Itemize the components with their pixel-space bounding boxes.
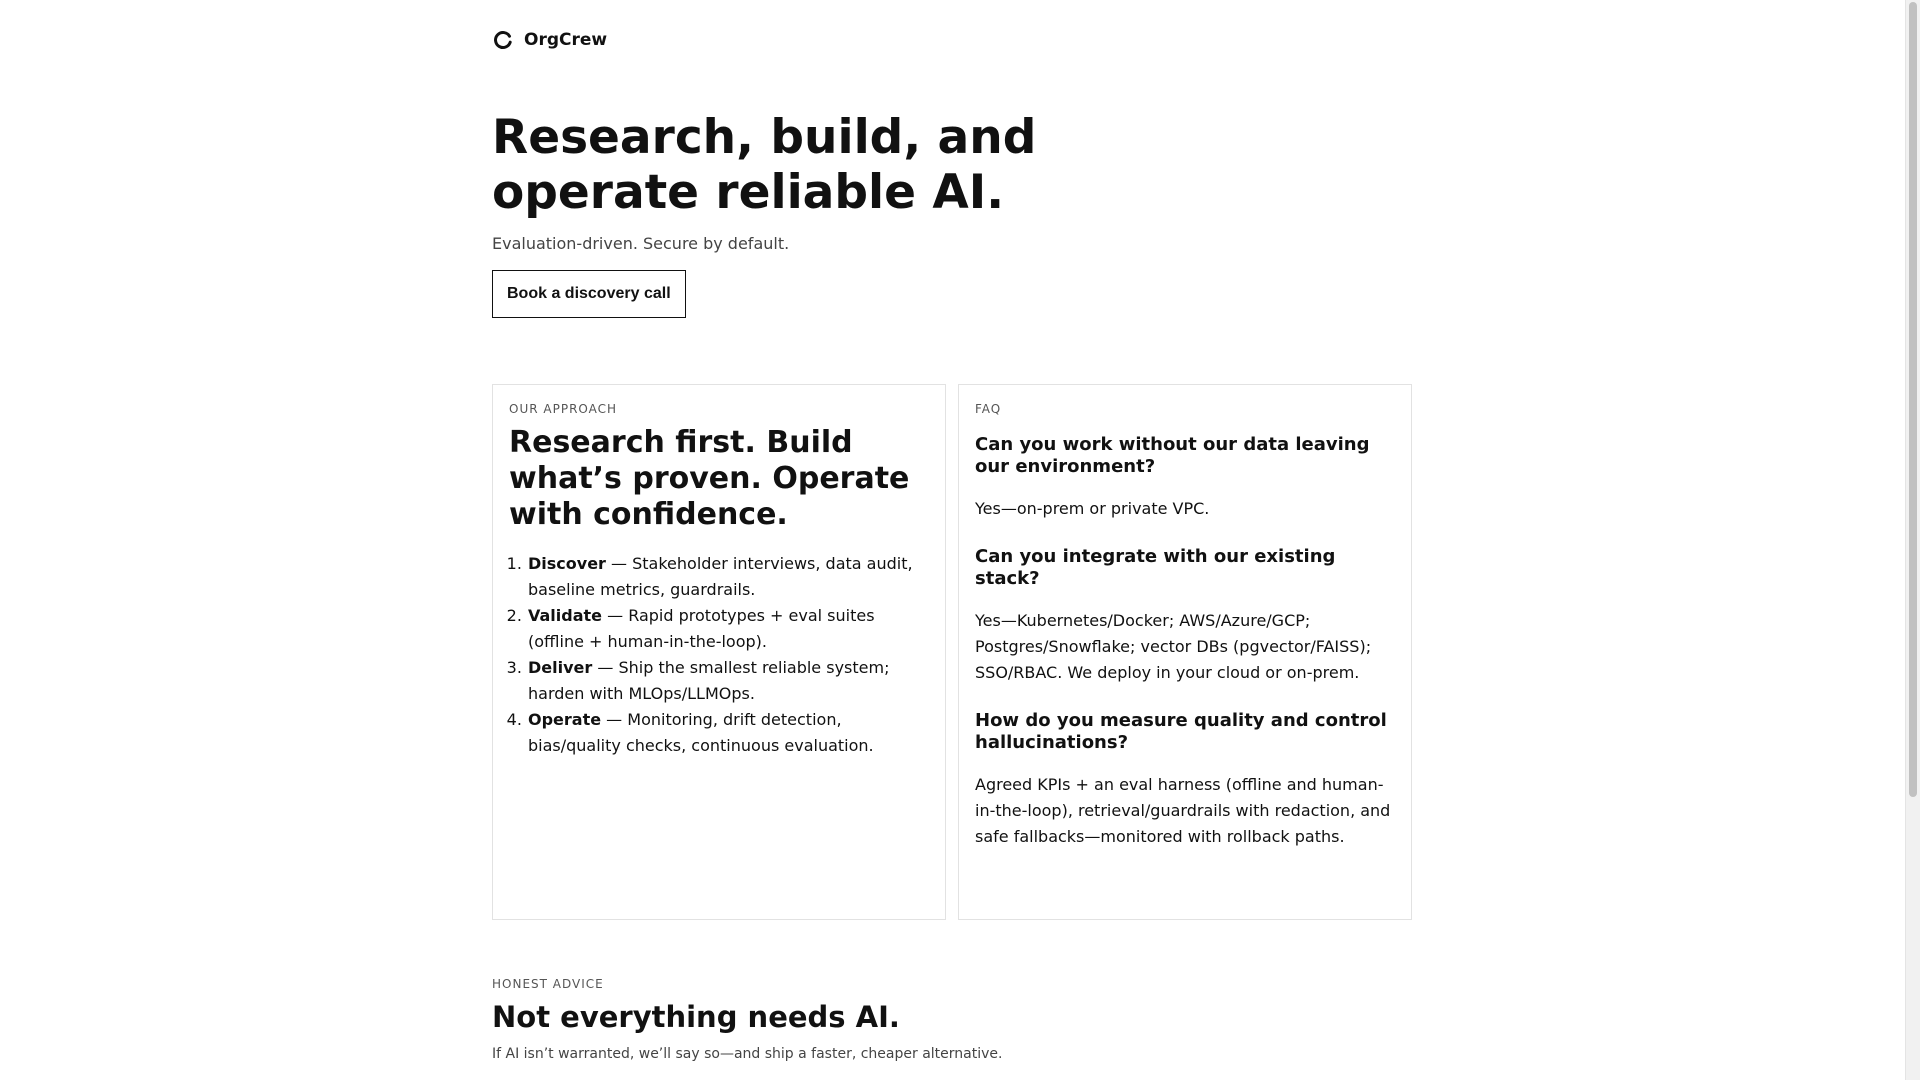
honest-advice-section [492,977,1413,1062]
step-text: — Monitoring, drift detection, bias/quality checks, continuous evaluation. [528,710,874,755]
faq-item [975,434,1395,522]
faq-question: Can you integrate with our existing stack? [975,546,1336,589]
approach-steps-list [509,551,929,759]
site-header [492,0,1413,80]
step-text: — Rapid prototypes + eval suites (offline + human-in-the-loop). [528,606,875,651]
faq-item [975,710,1395,850]
faq-question: How do you measure quality and control hallucinations? [975,710,1387,753]
hero-title: Research, build, and operate reliable AI. [492,110,1037,220]
cards-row [492,384,1413,920]
step-name: Deliver [528,658,593,677]
scrollbar-thumb[interactable] [1909,2,1917,797]
advice-subtitle: If AI isn’t warranted, we’ll say so—and ship a faster, cheaper alternative. [492,1046,1003,1062]
step-name: Discover [528,554,606,573]
step-name: Operate [528,710,602,729]
approach-title: Research first. Build what’s proven. Operate with confidence. [509,425,910,532]
advice-eyebrow: HONEST ADVICE [492,977,604,991]
faq-card [958,384,1412,920]
advice-title: Not everything needs AI. [492,1000,900,1034]
vertical-scrollbar[interactable] [1905,0,1920,1080]
faq-eyebrow: FAQ [975,402,1002,416]
step-item [527,707,929,759]
spinner-logo-icon[interactable] [492,29,514,51]
page-container [492,0,1413,1062]
step-name: Validate [528,606,603,625]
faq-answer: Agreed KPIs + an eval harness (offline and human-in-the-loop), retrieval/guardrails with redaction, and safe fallbacks—monitored with rollback paths. [975,775,1391,846]
faq-answer: Yes—on-prem or private VPC. [975,499,1210,518]
approach-card [492,384,946,920]
step-text: — Ship the smallest reliable system; harden with MLOps/LLMOps. [528,658,890,703]
step-item [527,655,929,707]
book-discovery-call-button[interactable]: Book a discovery call [492,270,686,318]
hero-subtitle: Evaluation-driven. Secure by default. [492,234,790,253]
faq-item [975,546,1395,686]
hero-section [492,110,1413,318]
step-item [527,603,929,655]
brand-name[interactable]: OrgCrew [524,30,608,50]
faq-question: Can you work without our data leaving our environment? [975,434,1370,477]
step-text: — Stakeholder interviews, data audit, baseline metrics, guardrails. [528,554,913,599]
step-item [527,551,929,603]
faq-answer: Yes—Kubernetes/Docker; AWS/Azure/GCP; Postgres/Snowflake; vector DBs (pgvector/FAISS); SSO/RBAC. We deploy in your cloud or on-prem. [975,611,1372,682]
approach-eyebrow: OUR APPROACH [509,402,618,416]
